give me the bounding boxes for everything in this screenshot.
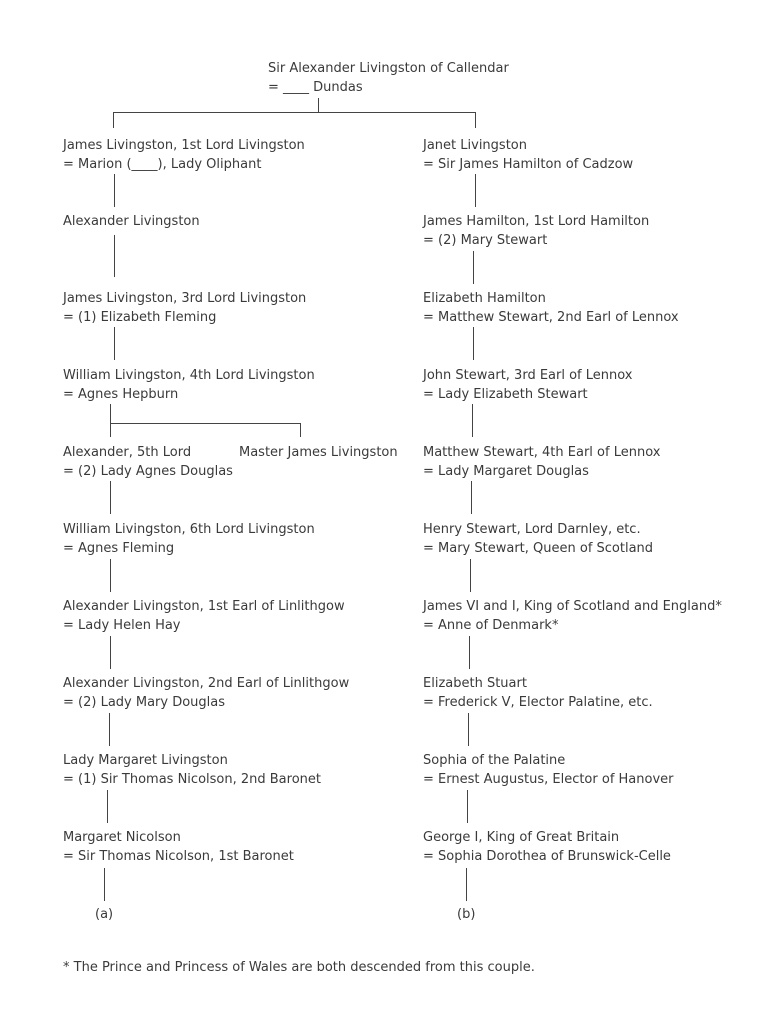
left-gen-1-spouse: = Marion (____), Lady Oliphant: [63, 157, 262, 172]
left-gen-6-name: William Livingston, 6th Lord Livingston: [63, 522, 315, 537]
left-connector-3: [114, 327, 115, 360]
left-gen-9-name: Lady Margaret Livingston: [63, 753, 228, 768]
right-connector-4: [472, 404, 473, 437]
right-gen-9-name: Sophia of the Palatine: [423, 753, 566, 768]
right-connector-3: [473, 327, 474, 360]
right-gen-7-spouse: = Anne of Denmark*: [423, 618, 559, 633]
left-connector-7: [110, 636, 111, 669]
right-connector-9: [467, 790, 468, 823]
left-gen-9-spouse: = (1) Sir Thomas Nicolson, 2nd Baronet: [63, 772, 321, 787]
left-connector-1: [114, 174, 115, 207]
left-gen-2-name: Alexander Livingston: [63, 214, 200, 229]
right-connector-7: [469, 636, 470, 669]
left-connector-8: [109, 713, 110, 746]
right-gen-8-spouse: = Frederick V, Elector Palatine, etc.: [423, 695, 653, 710]
sibling-name: Master James Livingston: [239, 445, 398, 460]
left-gen-3-name: James Livingston, 3rd Lord Livingston: [63, 291, 307, 306]
left-gen-5-spouse: = (2) Lady Agnes Douglas: [63, 464, 233, 479]
left-connector-2: [114, 235, 115, 277]
left-gen-10-name: Margaret Nicolson: [63, 830, 181, 845]
right-gen-4-name: John Stewart, 3rd Earl of Lennox: [423, 368, 633, 383]
right-gen-10-name: George I, King of Great Britain: [423, 830, 620, 845]
left-gen-3-spouse: = (1) Elizabeth Fleming: [63, 310, 217, 325]
right-connector-5: [471, 481, 472, 514]
right-gen-1-name: Janet Livingston: [423, 138, 527, 153]
left-gen-1-name: James Livingston, 1st Lord Livingston: [63, 138, 305, 153]
right-connector-1: [475, 174, 476, 207]
right-branch-drop: [475, 112, 476, 128]
left-gen-6-spouse: = Agnes Fleming: [63, 541, 175, 556]
left-connector-5: [110, 481, 111, 514]
right-gen-2-name: James Hamilton, 1st Lord Hamilton: [423, 214, 650, 229]
left-gen-4-name: William Livingston, 4th Lord Livingston: [63, 368, 315, 383]
left-gen-7-spouse: = Lady Helen Hay: [63, 618, 181, 633]
right-gen-5-spouse: = Lady Margaret Douglas: [423, 464, 589, 479]
root-branch-line: [113, 112, 475, 113]
right-gen-2-spouse: = (2) Mary Stewart: [423, 233, 548, 248]
footnote: * The Prince and Princess of Wales are both descended from this couple.: [63, 960, 535, 975]
right-gen-6-spouse: = Mary Stewart, Queen of Scotland: [423, 541, 654, 556]
root-spouse: = ____ Dundas: [268, 80, 363, 95]
sibling-drop-line: [300, 423, 301, 437]
left-gen-8-spouse: = (2) Lady Mary Douglas: [63, 695, 226, 710]
left-connector-4: [110, 404, 111, 437]
right-end-label: (b): [457, 907, 476, 922]
right-gen-6-name: Henry Stewart, Lord Darnley, etc.: [423, 522, 641, 537]
right-gen-8-name: Elizabeth Stuart: [423, 676, 527, 691]
right-connector-6: [470, 559, 471, 592]
left-connector-6: [110, 559, 111, 592]
right-connector-2: [473, 251, 474, 284]
left-connector-10: [104, 868, 105, 901]
right-gen-3-spouse: = Matthew Stewart, 2nd Earl of Lennox: [423, 310, 679, 325]
right-gen-5-name: Matthew Stewart, 4th Earl of Lennox: [423, 445, 661, 460]
right-connector-10: [466, 868, 467, 901]
left-gen-7-name: Alexander Livingston, 1st Earl of Linlithgow: [63, 599, 345, 614]
right-gen-1-spouse: = Sir James Hamilton of Cadzow: [423, 157, 634, 172]
left-gen-8-name: Alexander Livingston, 2nd Earl of Linlithgow: [63, 676, 350, 691]
sibling-branch-line: [110, 423, 300, 424]
left-connector-9: [107, 790, 108, 823]
right-gen-10-spouse: = Sophia Dorothea of Brunswick-Celle: [423, 849, 671, 864]
right-connector-8: [468, 713, 469, 746]
root-drop-line: [318, 98, 319, 112]
right-gen-4-spouse: = Lady Elizabeth Stewart: [423, 387, 588, 402]
left-gen-10-spouse: = Sir Thomas Nicolson, 1st Baronet: [63, 849, 294, 864]
left-gen-5-name: Alexander, 5th Lord: [63, 445, 192, 460]
left-gen-4-spouse: = Agnes Hepburn: [63, 387, 179, 402]
left-branch-drop: [113, 112, 114, 128]
left-end-label: (a): [95, 907, 114, 922]
right-gen-7-name: James VI and I, King of Scotland and England*: [423, 599, 722, 614]
right-gen-3-name: Elizabeth Hamilton: [423, 291, 546, 306]
right-gen-9-spouse: = Ernest Augustus, Elector of Hanover: [423, 772, 674, 787]
root-name: Sir Alexander Livingston of Callendar: [268, 61, 509, 76]
